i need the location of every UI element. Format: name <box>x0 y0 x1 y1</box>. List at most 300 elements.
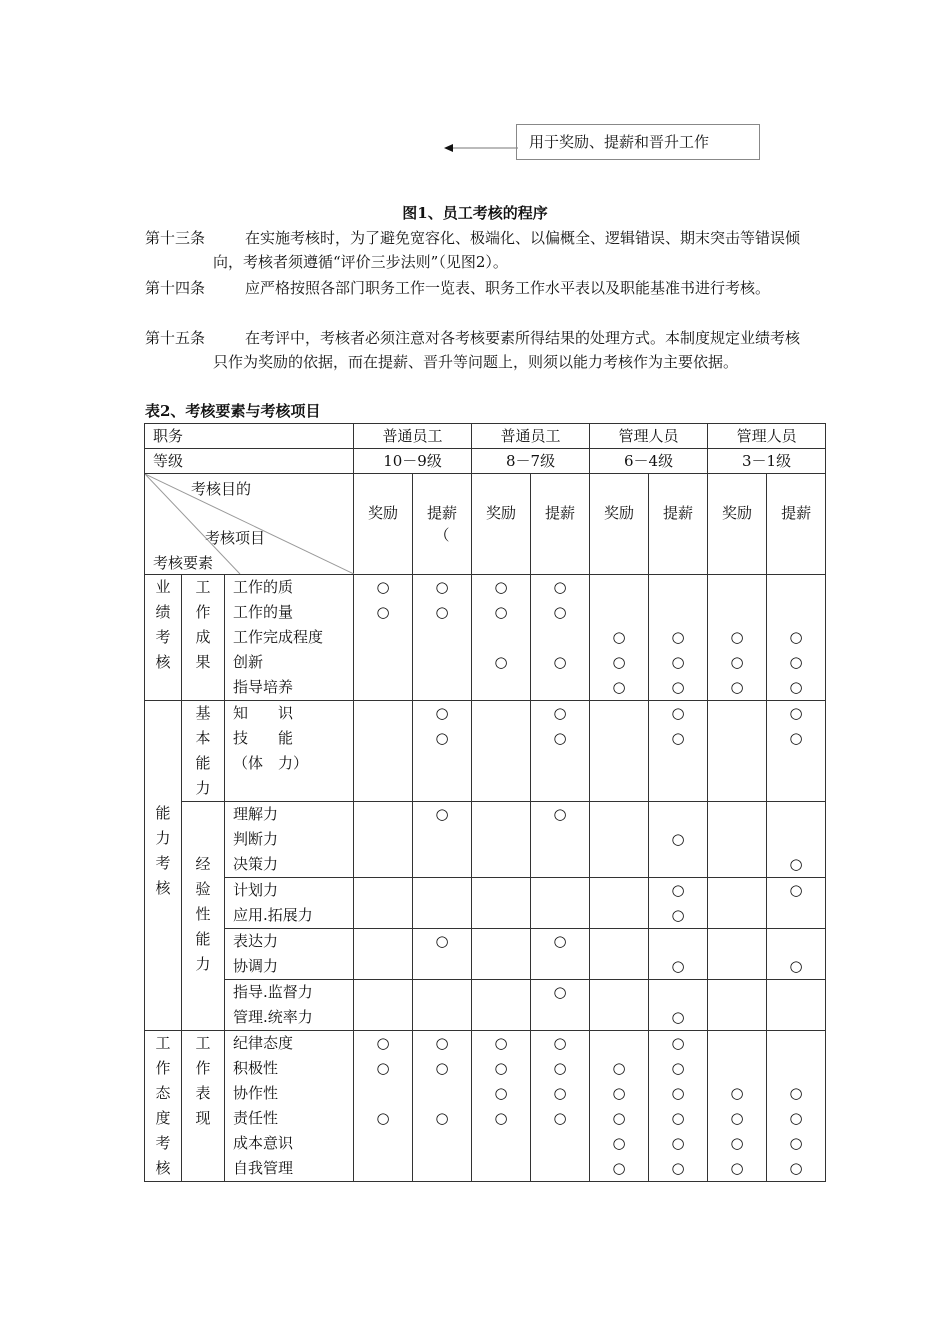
circle-mark: ○ <box>376 603 390 621</box>
table-row <box>145 802 826 878</box>
empty-mark <box>354 1156 412 1181</box>
item-label: 创新 <box>233 653 264 671</box>
circle-mark: ○ <box>789 678 803 696</box>
mark-cell <box>531 1031 590 1182</box>
empty-mark <box>590 929 648 954</box>
mark-cell <box>767 1031 826 1182</box>
items-cell <box>225 701 354 802</box>
circle-mark: ○ <box>730 1134 744 1152</box>
empty-mark <box>590 954 648 979</box>
job-header: 管理人员 <box>590 424 708 449</box>
items-cell <box>225 980 354 1031</box>
item-label: （体 力） <box>233 754 309 772</box>
category-cell: 基 本 能 力 <box>182 701 225 802</box>
item-label: 工作的量 <box>233 603 294 621</box>
circle-mark: ○ <box>671 653 685 671</box>
empty-mark <box>649 776 707 801</box>
circle-mark: ○ <box>376 1059 390 1077</box>
circle-mark: ○ <box>671 678 685 696</box>
table-row <box>145 980 826 1031</box>
circle-mark: ○ <box>435 1034 449 1052</box>
mark-cell <box>649 575 708 701</box>
table-row <box>145 1031 826 1182</box>
empty-mark <box>531 1131 589 1156</box>
mark-cell <box>708 701 767 802</box>
figure-caption: 图1、员工考核的程序 <box>402 204 548 222</box>
mark-cell <box>472 878 531 929</box>
item-label: 知 识 <box>233 704 294 722</box>
empty-mark <box>472 802 530 827</box>
empty-mark <box>590 1005 648 1030</box>
mark-cell <box>590 701 649 802</box>
grade-row <box>145 449 826 474</box>
circle-mark: ○ <box>730 1159 744 1177</box>
item-label: 指导.监督力 <box>233 983 313 1001</box>
job-header: 管理人员 <box>708 424 826 449</box>
circle-mark: ○ <box>435 1109 449 1127</box>
article-number: 第十三条 <box>145 229 206 247</box>
mark-cell <box>590 802 649 878</box>
circle-mark: ○ <box>494 653 508 671</box>
items-cell <box>225 1031 354 1182</box>
table-row <box>145 701 826 802</box>
circle-mark: ○ <box>435 578 449 596</box>
circle-mark: ○ <box>671 1084 685 1102</box>
circle-mark: ○ <box>789 1109 803 1127</box>
mark-cell <box>354 701 413 802</box>
mark-cell <box>590 878 649 929</box>
empty-mark <box>354 1081 412 1106</box>
category-cell: 经 验 性 能 力 <box>182 802 225 1031</box>
diag-element-label: 考核要素 <box>153 554 214 572</box>
empty-mark <box>531 1156 589 1181</box>
empty-mark <box>531 852 589 877</box>
empty-mark <box>354 903 412 928</box>
circle-mark: ○ <box>671 1134 685 1152</box>
empty-mark <box>708 1031 766 1056</box>
item-label: 纪律态度 <box>233 1034 294 1052</box>
empty-mark <box>531 625 589 650</box>
empty-mark <box>413 903 471 928</box>
circle-mark: ○ <box>671 628 685 646</box>
empty-mark <box>354 852 412 877</box>
empty-mark <box>590 1031 648 1056</box>
mark-cell <box>767 878 826 929</box>
empty-mark <box>472 878 530 903</box>
empty-mark <box>531 675 589 700</box>
empty-mark <box>767 600 825 625</box>
item-label: 决策力 <box>233 855 279 873</box>
circle-mark: ○ <box>789 653 803 671</box>
mark-cell <box>354 878 413 929</box>
article-14 <box>145 276 810 300</box>
purpose-header: 奖励 <box>590 474 649 575</box>
mark-cell <box>413 980 472 1031</box>
article-15 <box>145 326 810 374</box>
mark-cell <box>649 1031 708 1182</box>
mark-cell <box>708 929 767 980</box>
circle-mark: ○ <box>789 1159 803 1177</box>
circle-mark: ○ <box>789 1134 803 1152</box>
empty-mark <box>354 929 412 954</box>
assessment-table <box>144 423 826 1182</box>
empty-mark <box>590 776 648 801</box>
circle-mark: ○ <box>376 578 390 596</box>
circle-mark: ○ <box>494 1034 508 1052</box>
article-text: 在考评中，考核者必须注意对各考核要素所得结果的处理方式。本制度规定业绩考核只作为奖励的依据，而在提薪、晋升等问题上，则须以能力考核作为主要依据。 <box>213 329 801 371</box>
item-label: 责任性 <box>233 1109 279 1127</box>
empty-mark <box>413 954 471 979</box>
empty-mark <box>354 650 412 675</box>
empty-mark <box>413 650 471 675</box>
circle-mark: ○ <box>671 729 685 747</box>
empty-mark <box>354 751 412 776</box>
empty-mark <box>708 600 766 625</box>
circle-mark: ○ <box>671 830 685 848</box>
empty-mark <box>590 751 648 776</box>
empty-mark <box>354 726 412 751</box>
item-label: 判断力 <box>233 830 279 848</box>
mark-cell <box>472 701 531 802</box>
empty-mark <box>767 903 825 928</box>
empty-mark <box>649 802 707 827</box>
mark-cell <box>649 802 708 878</box>
element-cell: 能 力 考 核 <box>145 701 182 1031</box>
mark-cell <box>472 980 531 1031</box>
table-row <box>145 878 826 929</box>
empty-mark <box>590 852 648 877</box>
mark-cell <box>531 802 590 878</box>
empty-mark <box>413 625 471 650</box>
items-cell <box>225 802 354 878</box>
mark-cell <box>767 802 826 878</box>
items-cell <box>225 929 354 980</box>
items-cell <box>225 878 354 929</box>
circle-mark: ○ <box>789 957 803 975</box>
empty-mark <box>354 776 412 801</box>
circle-mark: ○ <box>671 957 685 975</box>
empty-mark <box>472 954 530 979</box>
mark-cell <box>413 802 472 878</box>
mark-cell <box>354 929 413 980</box>
mark-cell <box>531 878 590 929</box>
mark-cell <box>354 575 413 701</box>
mark-cell <box>590 575 649 701</box>
circle-mark: ○ <box>553 653 567 671</box>
circle-mark: ○ <box>730 1084 744 1102</box>
empty-mark <box>472 726 530 751</box>
empty-mark <box>472 903 530 928</box>
flow-box-reward: 用于奖励、提薪和晋升工作 <box>516 124 760 160</box>
mark-cell <box>767 575 826 701</box>
empty-mark <box>354 1005 412 1030</box>
job-row <box>145 424 826 449</box>
circle-mark: ○ <box>494 1059 508 1077</box>
empty-mark <box>767 1056 825 1081</box>
empty-mark <box>531 878 589 903</box>
diag-purpose-label: 考核目的 <box>191 480 252 498</box>
item-label: 应用.拓展力 <box>233 906 313 924</box>
item-label: 表达力 <box>233 932 279 950</box>
empty-mark <box>590 903 648 928</box>
circle-mark: ○ <box>612 1134 626 1152</box>
empty-mark <box>708 1005 766 1030</box>
empty-mark <box>354 878 412 903</box>
empty-mark <box>472 929 530 954</box>
circle-mark: ○ <box>730 678 744 696</box>
mark-cell <box>472 802 531 878</box>
circle-mark: ○ <box>553 1109 567 1127</box>
circle-mark: ○ <box>435 729 449 747</box>
circle-mark: ○ <box>789 855 803 873</box>
mark-cell <box>708 1031 767 1182</box>
grade-header: 8－7级 <box>472 449 590 474</box>
empty-mark <box>590 600 648 625</box>
circle-mark: ○ <box>612 628 626 646</box>
mark-cell <box>413 1031 472 1182</box>
circle-mark: ○ <box>435 603 449 621</box>
item-label: 指导培养 <box>233 678 294 696</box>
mark-cell <box>708 878 767 929</box>
empty-mark <box>354 625 412 650</box>
empty-mark <box>354 701 412 726</box>
empty-mark <box>531 751 589 776</box>
circle-mark: ○ <box>494 1084 508 1102</box>
item-label: 理解力 <box>233 805 279 823</box>
circle-mark: ○ <box>789 704 803 722</box>
circle-mark: ○ <box>494 1109 508 1127</box>
mark-cell <box>531 575 590 701</box>
circle-mark: ○ <box>553 1059 567 1077</box>
circle-mark: ○ <box>730 628 744 646</box>
empty-mark <box>413 776 471 801</box>
mark-cell <box>708 802 767 878</box>
mark-cell <box>649 929 708 980</box>
mark-cell <box>413 575 472 701</box>
purpose-header: 奖励 <box>472 474 531 575</box>
empty-mark <box>354 954 412 979</box>
empty-mark <box>472 980 530 1005</box>
empty-mark <box>472 827 530 852</box>
empty-mark <box>472 625 530 650</box>
empty-mark <box>413 1005 471 1030</box>
empty-mark <box>531 776 589 801</box>
table-caption: 表2、考核要素与考核项目 <box>145 402 321 420</box>
empty-mark <box>531 827 589 852</box>
empty-mark <box>649 980 707 1005</box>
empty-mark <box>590 701 648 726</box>
mark-cell <box>531 980 590 1031</box>
empty-mark <box>413 852 471 877</box>
circle-mark: ○ <box>612 1109 626 1127</box>
item-label: 计划力 <box>233 881 279 899</box>
empty-mark <box>531 903 589 928</box>
article-13 <box>145 226 810 274</box>
circle-mark: ○ <box>553 805 567 823</box>
circle-mark: ○ <box>789 1084 803 1102</box>
circle-mark: ○ <box>730 653 744 671</box>
circle-mark: ○ <box>671 1034 685 1052</box>
empty-mark <box>767 827 825 852</box>
empty-mark <box>354 675 412 700</box>
job-label: 职务 <box>145 424 354 449</box>
job-header: 普通员工 <box>472 424 590 449</box>
purpose-header: 提薪 <box>767 474 826 575</box>
element-cell: 工 作 态 度 考 核 <box>145 1031 182 1182</box>
element-cell: 业 绩 考 核 <box>145 575 182 701</box>
empty-mark <box>413 751 471 776</box>
circle-mark: ○ <box>671 906 685 924</box>
diagonal-header <box>145 474 354 575</box>
article-text: 在实施考核时，为了避免宽容化、极端化、以偏概全、逻辑错误、期末突击等错误倾向，考核者须遵循“评价三步法则”（见图2）。 <box>213 229 801 271</box>
circle-mark: ○ <box>789 881 803 899</box>
empty-mark <box>649 575 707 600</box>
circle-mark: ○ <box>494 578 508 596</box>
circle-mark: ○ <box>671 704 685 722</box>
grade-label: 等级 <box>145 449 354 474</box>
circle-mark: ○ <box>671 1008 685 1026</box>
purpose-header: 奖励 <box>708 474 767 575</box>
circle-mark: ○ <box>671 881 685 899</box>
empty-mark <box>413 878 471 903</box>
empty-mark <box>708 929 766 954</box>
circle-mark: ○ <box>730 1109 744 1127</box>
circle-mark: ○ <box>553 1084 567 1102</box>
mark-cell <box>708 980 767 1031</box>
diag-item-label: 考核项目 <box>205 529 266 547</box>
empty-mark <box>472 776 530 801</box>
table-row <box>145 575 826 701</box>
empty-mark <box>413 827 471 852</box>
empty-mark <box>413 980 471 1005</box>
empty-mark <box>472 751 530 776</box>
purpose-header: 提薪 （ <box>413 474 472 575</box>
empty-mark <box>767 980 825 1005</box>
empty-mark <box>472 1156 530 1181</box>
item-label: 工作完成程度 <box>233 628 324 646</box>
empty-mark <box>708 878 766 903</box>
article-number: 第十五条 <box>145 329 206 347</box>
empty-mark <box>649 751 707 776</box>
empty-mark <box>708 751 766 776</box>
circle-mark: ○ <box>494 603 508 621</box>
category-cell: 工 作 成 果 <box>182 575 225 701</box>
empty-mark <box>708 575 766 600</box>
empty-mark <box>413 1156 471 1181</box>
empty-mark <box>708 701 766 726</box>
empty-mark <box>708 776 766 801</box>
purpose-row <box>145 474 826 575</box>
mark-cell <box>472 929 531 980</box>
empty-mark <box>649 852 707 877</box>
empty-mark <box>413 1131 471 1156</box>
items-cell <box>225 575 354 701</box>
purpose-header: 提薪 <box>531 474 590 575</box>
item-label: 成本意识 <box>233 1134 294 1152</box>
mark-cell <box>649 701 708 802</box>
circle-mark: ○ <box>612 678 626 696</box>
grade-header: 6－4级 <box>590 449 708 474</box>
grade-header: 3－1级 <box>708 449 826 474</box>
empty-mark <box>708 802 766 827</box>
circle-mark: ○ <box>612 1084 626 1102</box>
mark-cell <box>413 878 472 929</box>
left-arrow-icon <box>444 141 518 155</box>
empty-mark <box>590 726 648 751</box>
circle-mark: ○ <box>612 1159 626 1177</box>
circle-mark: ○ <box>612 1059 626 1077</box>
circle-mark: ○ <box>553 729 567 747</box>
empty-mark <box>472 701 530 726</box>
empty-mark <box>708 726 766 751</box>
empty-mark <box>590 827 648 852</box>
purpose-header: 提薪 <box>649 474 708 575</box>
circle-mark: ○ <box>376 1034 390 1052</box>
grade-header: 10－9级 <box>354 449 472 474</box>
item-label: 积极性 <box>233 1059 279 1077</box>
mark-cell <box>767 929 826 980</box>
category-cell: 工 作 表 现 <box>182 1031 225 1182</box>
circle-mark: ○ <box>553 704 567 722</box>
empty-mark <box>413 1081 471 1106</box>
circle-mark: ○ <box>376 1109 390 1127</box>
empty-mark <box>708 903 766 928</box>
empty-mark <box>767 929 825 954</box>
empty-mark <box>767 1031 825 1056</box>
empty-mark <box>354 980 412 1005</box>
mark-cell <box>767 701 826 802</box>
circle-mark: ○ <box>553 1034 567 1052</box>
mark-cell <box>472 1031 531 1182</box>
empty-mark <box>708 980 766 1005</box>
circle-mark: ○ <box>553 983 567 1001</box>
empty-mark <box>531 1005 589 1030</box>
table-row <box>145 929 826 980</box>
mark-cell <box>590 1031 649 1182</box>
mark-cell <box>413 929 472 980</box>
empty-mark <box>472 675 530 700</box>
mark-cell <box>590 929 649 980</box>
empty-mark <box>590 980 648 1005</box>
circle-mark: ○ <box>553 603 567 621</box>
mark-cell <box>531 929 590 980</box>
item-label: 管理.统率力 <box>233 1008 313 1026</box>
empty-mark <box>354 827 412 852</box>
empty-mark <box>767 1005 825 1030</box>
mark-cell <box>590 980 649 1031</box>
item-label: 协作性 <box>233 1084 279 1102</box>
empty-mark <box>590 802 648 827</box>
circle-mark: ○ <box>435 805 449 823</box>
circle-mark: ○ <box>789 729 803 747</box>
circle-mark: ○ <box>789 628 803 646</box>
empty-mark <box>767 575 825 600</box>
mark-cell <box>767 980 826 1031</box>
circle-mark: ○ <box>612 653 626 671</box>
circle-mark: ○ <box>671 1109 685 1127</box>
circle-mark: ○ <box>553 932 567 950</box>
empty-mark <box>531 954 589 979</box>
purpose-header: 奖励 <box>354 474 413 575</box>
item-label: 工作的质 <box>233 578 294 596</box>
empty-mark <box>708 1056 766 1081</box>
empty-mark <box>767 802 825 827</box>
article-number: 第十四条 <box>145 279 206 297</box>
mark-cell <box>354 980 413 1031</box>
item-label <box>233 776 353 801</box>
empty-mark <box>708 852 766 877</box>
empty-mark <box>472 1131 530 1156</box>
